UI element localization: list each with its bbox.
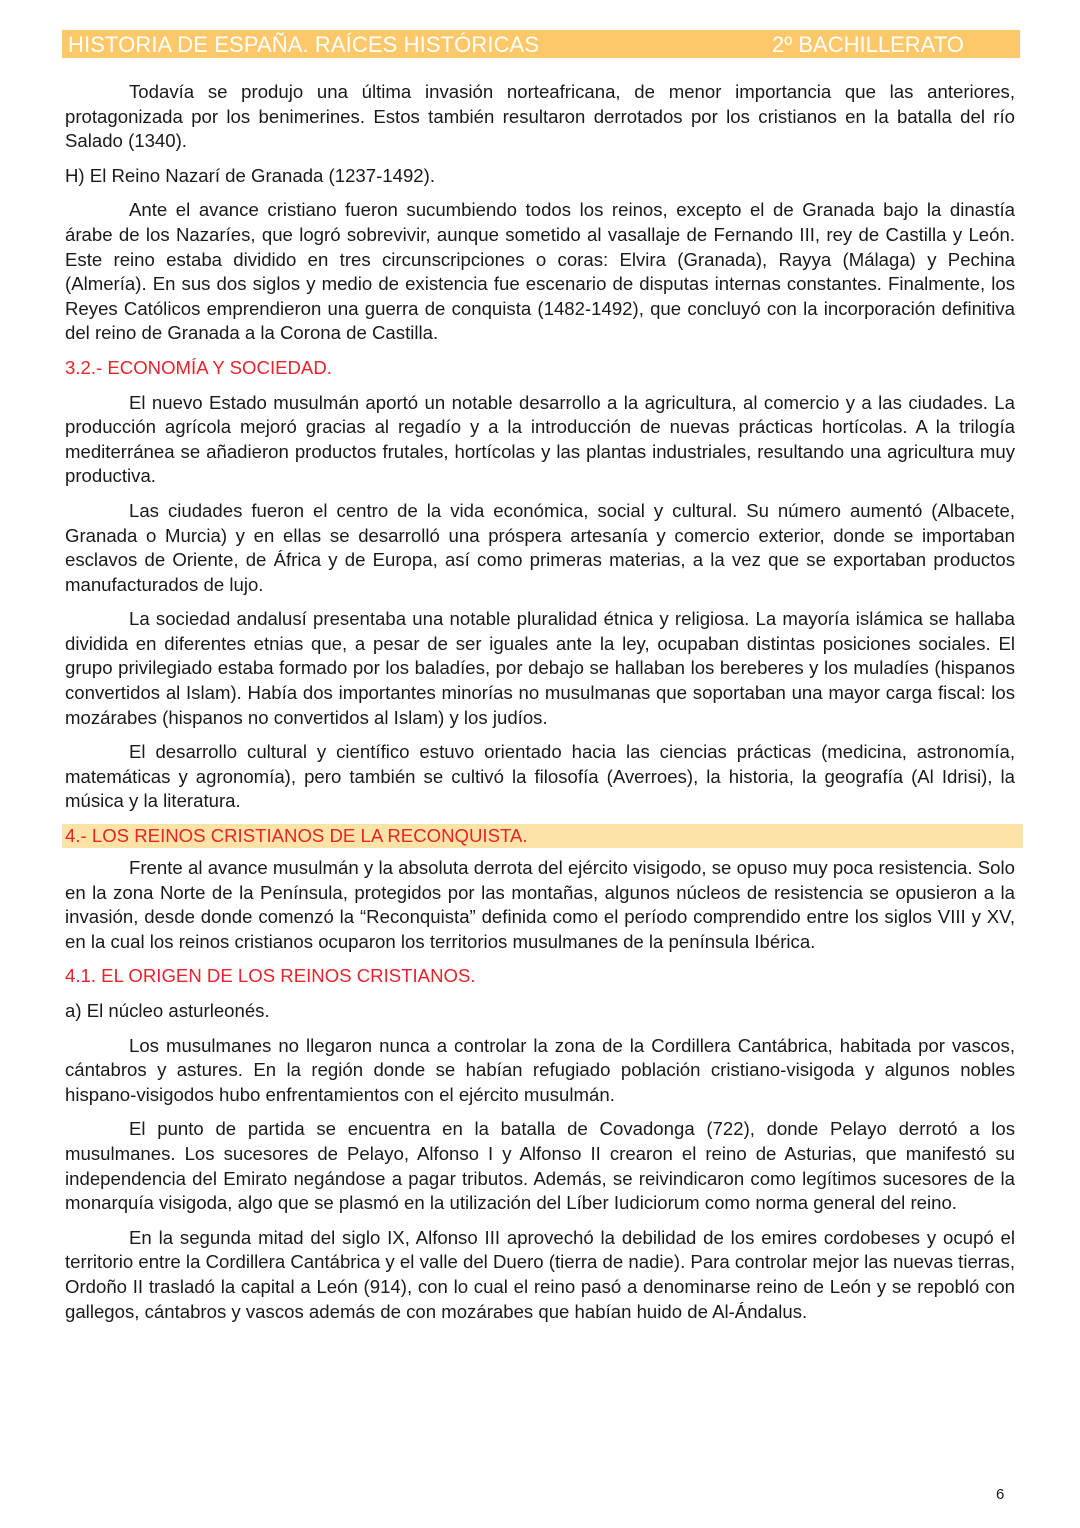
subheading-reino-nazari: H) El Reino Nazarí de Granada (1237-1492). xyxy=(65,164,436,186)
paragraph-cultura: El desarrollo cultural y científico estuvo orientado hacia las ciencias prácticas (medicina, astronomía, matemáticas y agronomía), pero también se cultivó la filosofía (Averroes), la historia, la geografía (Al Idrisi), la música y la literatura. xyxy=(65,741,1015,812)
section-title-economia: 3.2.- ECONOMÍA Y SOCIEDAD. xyxy=(65,356,332,378)
paragraph-reconquista: Frente al avance musulmán y la absoluta derrota del ejército visigodo, se opuso muy poca resistencia. Solo en la zona Norte de la Península, protegidos por las montañas, algunos núcleos de resistencia se opusieron a la invasión, desde donde comenzó la “Reconquista” definida como el período comprendido entre los siglos VIII y XV, en la cual los reinos cristianos ocuparon los territorios musulmanes de la península Ibérica. xyxy=(65,857,1015,952)
paragraph-benimerines: Todavía se produjo una última invasión norteafricana, de menor importancia que las anteriores, protagonizada por los benimerines. Estos también resultaron derrotados por los cristianos en la batalla del río Salado (1340). xyxy=(65,81,1015,152)
paragraph-cantabrica: Los musulmanes no llegaron nunca a controlar la zona de la Cordillera Cantábrica, habitada por vascos, cántabros y astures. En la región donde se habían refugiado población cristiano-visigoda y algunos nobles hispano-visigodos hubo enfrentamientos con el ejército musulmán. xyxy=(65,1034,1015,1105)
page-number: 6 xyxy=(996,1486,1005,1503)
paragraph-ciudades: Las ciudades fueron el centro de la vida económica, social y cultural. Su número aumentó (Albacete, Granada o Murcia) y en ellas se desarrolló una próspera artesanía y comercio exterior, donde se importaban esclavos de Oriente, de África y de Europa, así como primeras materias, a la vez que se exportaban productos manufacturados de lujo. xyxy=(65,499,1015,595)
section-title-origen: 4.1. EL ORIGEN DE LOS REINOS CRISTIANOS. xyxy=(65,965,476,987)
page-header xyxy=(62,30,1020,58)
section-title-reinos-cristianos: 4.- LOS REINOS CRISTIANOS DE LA RECONQUISTA. xyxy=(62,824,1023,848)
paragraph-alfonso-iii: En la segunda mitad del siglo IX, Alfonso III aprovechó la debilidad de los emires cordobeses y ocupó el territorio entre la Cordillera Cantábrica y el valle del Duero (tierra de nadie). Para controlar mejor las nuevas tierras, Ordoño II trasladó la capital a León (914), con lo cual el reino pasó a denominarse reino de León y se repobló con gallegos, cántabros y vascos además de con mozárabes que habían huido de Al-Ándalus. xyxy=(65,1226,1015,1322)
paragraph-sociedad: La sociedad andalusí presentaba una notable pluralidad étnica y religiosa. La mayoría islámica se hallaba dividida en diferentes etnias que, a pesar de ser iguales ante la ley, ocupaban distintas posiciones sociales. El grupo privilegiado estaba formado por los baladíes, por debajo se hallaban los bereberes y los muladíes (hispanos convertidos al Islam). Había dos importantes minorías no musulmanas que soportaban una mayor carga fiscal: los mozárabes (hispanos no convertidos al Islam) y los judíos. xyxy=(65,608,1015,728)
paragraph-granada: Ante el avance cristiano fueron sucumbiendo todos los reinos, excepto el de Granada bajo la dinastía árabe de los Nazaríes, que logró sobrevivir, aunque sometido al vasallaje de Fernando III, rey de Castilla y León. Este reino estaba dividido en tres circunscripciones o coras: Elvira (Granada), Rayya (Málaga) y Pechina (Almería). En sus dos siglos y medio de existencia fue escenario de disputas internas constantes. Finalmente, los Reyes Católicos emprendieron una guerra de conquista (1482-1492), que concluyó con la incorporación definitiva del reino de Granada a la Corona de Castilla. xyxy=(65,199,1015,344)
document-body xyxy=(65,80,1015,1334)
header-course-level: 2º BACHILLERATO xyxy=(772,32,964,57)
header-course-title: HISTORIA DE ESPAÑA. RAÍCES HISTÓRICAS xyxy=(68,32,540,57)
subheading-asturleones: a) El núcleo asturleonés. xyxy=(65,1000,270,1021)
paragraph-covadonga: El punto de partida se encuentra en la batalla de Covadonga (722), donde Pelayo derrotó a los musulmanes. Los sucesores de Pelayo, Alfonso I y Alfonso II crearon el reino de Asturias, que manifestó su independencia del Emirato negándose a pagar tributos. Además, se reivindicaron como legítimos sucesores de la monarquía visigoda, algo que se plasmó en la utilización del Líber Iudiciorum como norma general del reino. xyxy=(65,1118,1015,1214)
paragraph-agricultura: El nuevo Estado musulmán aportó un notable desarrollo a la agricultura, al comercio y a las ciudades. La producción agrícola mejoró gracias al regadío y a la introducción de nuevas prácticas hortícolas. A la trilogía mediterránea se añadieron productos frutales, hortícolas y las plantas industriales, resultando una agricultura muy productiva. xyxy=(65,391,1015,487)
